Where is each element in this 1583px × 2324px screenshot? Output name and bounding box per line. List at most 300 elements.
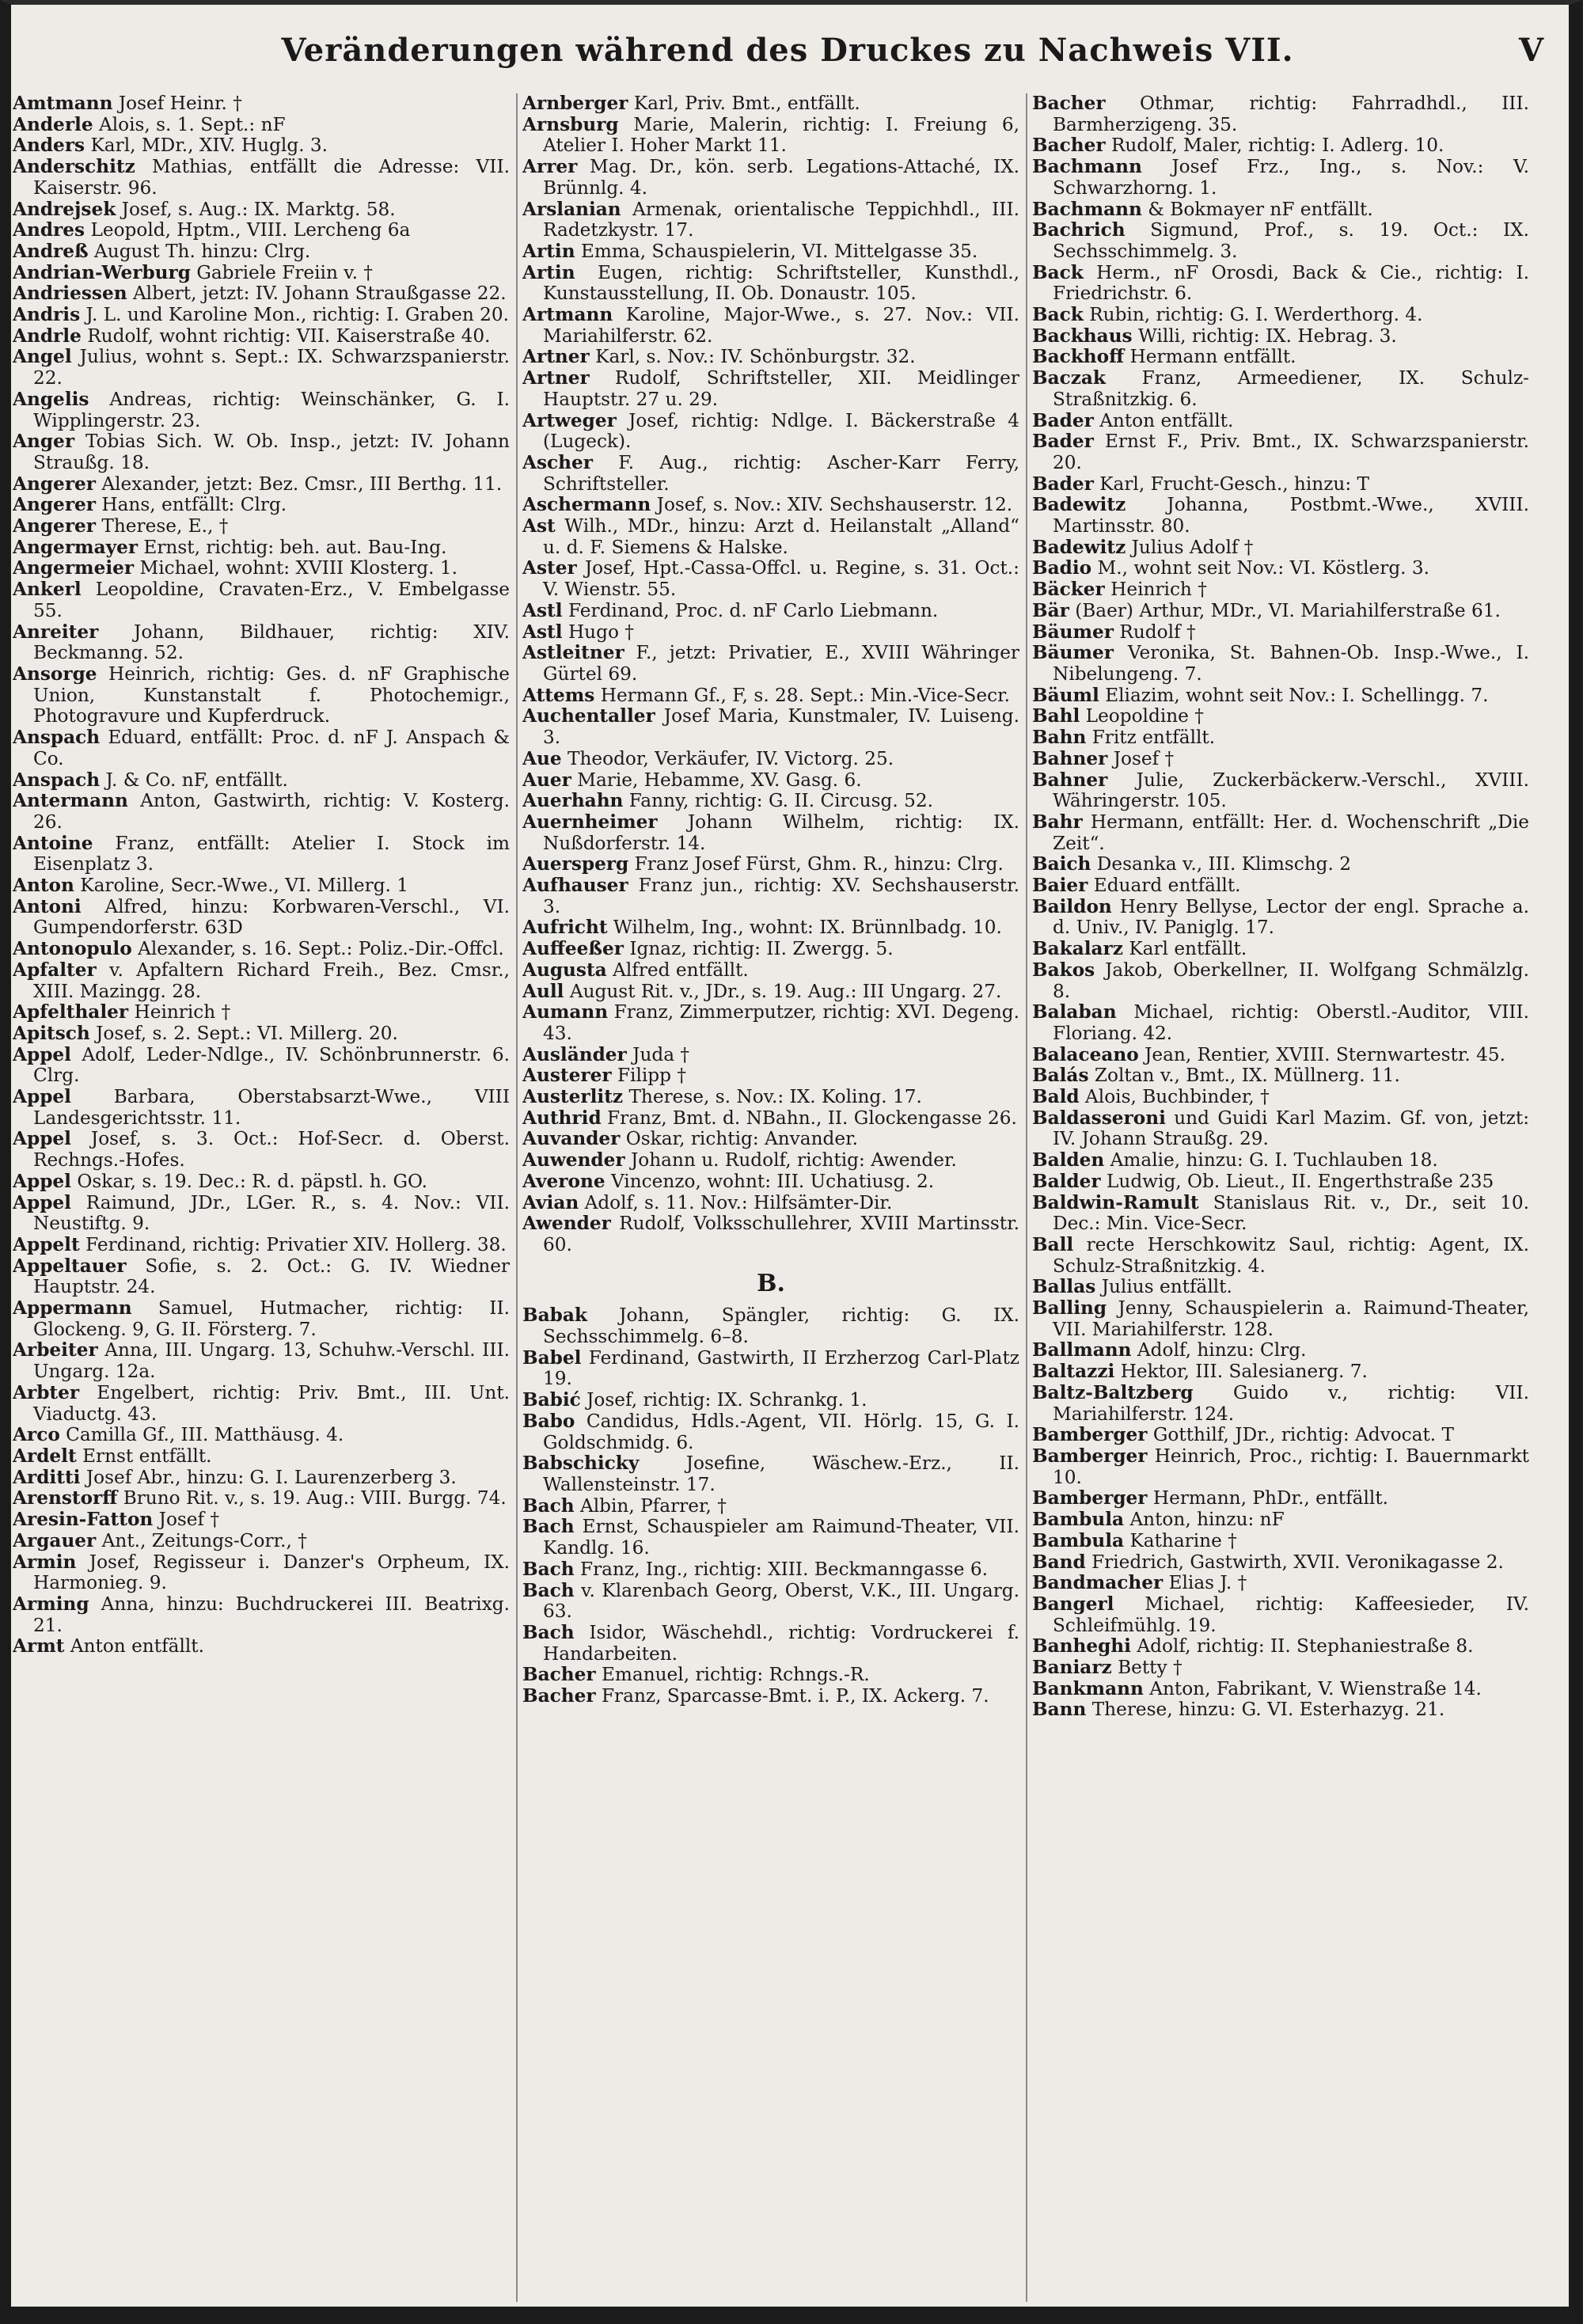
entry-text: Juda † bbox=[632, 1043, 690, 1065]
entry-name: Babel bbox=[522, 1346, 582, 1369]
directory-entry bbox=[1032, 1298, 1529, 1340]
entry-text: Veronika, St. Bahnen-Ob. Insp.-Wwe., I. Nibelungeng. 7. bbox=[1053, 642, 1529, 685]
directory-entry bbox=[522, 917, 1019, 939]
entry-text: Filipp † bbox=[617, 1065, 686, 1087]
entry-text: Therese, E., † bbox=[101, 515, 229, 537]
directory-entry bbox=[1032, 1699, 1529, 1721]
entry-text: Michael, wohnt: XVIII Klosterg. 1. bbox=[139, 557, 457, 579]
directory-entry bbox=[522, 1193, 1019, 1214]
entry-text: Josefine, Wäschew.-Erz., II. Wallensteinstr. 17. bbox=[543, 1452, 1019, 1495]
entry-text: F. Aug., richtig: Ascher-Karr Ferry, Schriftsteller. bbox=[543, 451, 1019, 495]
directory-entry bbox=[1032, 411, 1529, 432]
entry-text: Josef Heinr. † bbox=[118, 93, 242, 114]
entry-name: Bahner bbox=[1032, 747, 1108, 769]
entry-text: Oskar, s. 19. Dec.: R. d. päpstl. h. GO. bbox=[77, 1170, 428, 1192]
entry-text: Theodor, Verkäufer, IV. Victorg. 25. bbox=[567, 747, 894, 769]
directory-entry bbox=[1032, 749, 1529, 770]
entry-text: Franz, Sparcasse-Bmt. i. P., IX. Ackerg. 7. bbox=[601, 1685, 989, 1707]
directory-entry bbox=[1032, 157, 1529, 199]
entry-text: Friedrich, Gastwirth, XVII. Veronikagasse 2. bbox=[1091, 1551, 1504, 1573]
entry-text: Camilla Gf., III. Matthäusg. 4. bbox=[66, 1424, 344, 1446]
section-heading: B. bbox=[757, 1269, 785, 1297]
entry-text: Hermann entfällt. bbox=[1129, 346, 1296, 368]
entry-name: Astl bbox=[522, 599, 563, 621]
directory-entry bbox=[1032, 685, 1529, 707]
directory-entry bbox=[522, 791, 1019, 812]
directory-entry bbox=[1032, 1425, 1529, 1446]
directory-entry bbox=[522, 1453, 1019, 1495]
entry-text: v. Apfaltern Richard Freih., Bez. Cmsr., XIII. Mazingg. 28. bbox=[33, 959, 510, 1002]
directory-entry bbox=[1032, 1150, 1529, 1171]
entry-text: Hans, entfällt: Clrg. bbox=[101, 494, 287, 516]
entry-name: Bär bbox=[1032, 599, 1069, 621]
entry-name: Apfalter bbox=[13, 959, 97, 981]
entry-name: Baniarz bbox=[1032, 1657, 1112, 1679]
directory-entry bbox=[13, 1468, 510, 1489]
entry-name: Ascher bbox=[522, 451, 593, 473]
entry-name: Bahl bbox=[1032, 705, 1080, 727]
entry-name: Babo bbox=[522, 1410, 575, 1432]
directory-entry bbox=[1032, 326, 1529, 347]
directory-entry bbox=[1032, 93, 1529, 135]
entry-name: Bald bbox=[1032, 1086, 1080, 1108]
entry-text: Zoltan v., Bmt., IX. Müllnerg. 11. bbox=[1094, 1065, 1400, 1087]
entry-name: Aschermann bbox=[522, 494, 651, 516]
entry-name: Backhaus bbox=[1032, 325, 1133, 347]
entry-text: Eduard, entfällt: Proc. d. nF J. Anspach & Co. bbox=[33, 727, 510, 769]
entry-text: Ferdinand, richtig: Privatier XIV. Hollerg. 38. bbox=[85, 1233, 507, 1255]
directory-entry bbox=[1032, 1573, 1529, 1594]
directory-entry bbox=[522, 1390, 1019, 1411]
entry-name: Authrid bbox=[522, 1107, 602, 1129]
entry-name: Aull bbox=[522, 980, 564, 1002]
entry-text: Karl entfällt. bbox=[1129, 938, 1247, 960]
entry-name: Anger bbox=[13, 431, 75, 453]
directory-entry bbox=[522, 263, 1019, 305]
entry-text: und Guidi Karl Mazim. Gf. von, jetzt: IV. Johann Straußg. 29. bbox=[1053, 1107, 1529, 1150]
entry-text: Josef † bbox=[1113, 747, 1175, 769]
entry-name: Bachmann bbox=[1032, 156, 1142, 178]
entry-text: Guido v., richtig: VII. Mariahilferstr. 124. bbox=[1053, 1381, 1529, 1425]
entry-name: Antoni bbox=[13, 895, 82, 917]
directory-entry bbox=[1032, 643, 1529, 685]
entry-text: Amalie, hinzu: G. I. Tuchlauben 18. bbox=[1110, 1149, 1438, 1171]
entry-name: Antoine bbox=[13, 832, 93, 854]
entry-name: Armin bbox=[13, 1551, 77, 1573]
entry-name: Ausländer bbox=[522, 1043, 627, 1065]
entry-name: Ball bbox=[1032, 1233, 1074, 1255]
directory-entry bbox=[13, 199, 510, 221]
entry-text: Ernst F., Priv. Bmt., IX. Schwarzspanierstr. 20. bbox=[1053, 431, 1529, 473]
entry-text: (Baer) Arthur, MDr., VI. Mariahilferstraße 61. bbox=[1075, 599, 1501, 621]
directory-entry bbox=[522, 453, 1019, 495]
entry-name: Bach bbox=[522, 1494, 575, 1517]
entry-name: Appelt bbox=[13, 1233, 80, 1255]
entry-name: Back bbox=[1032, 261, 1084, 283]
directory-entry bbox=[1032, 1679, 1529, 1700]
directory-entry bbox=[13, 1023, 510, 1045]
entry-text: Ludwig, Ob. Lieut., II. Engerthstraße 235 bbox=[1107, 1170, 1494, 1192]
entry-name: Andrejsek bbox=[13, 198, 116, 220]
entry-name: Argauer bbox=[13, 1529, 97, 1551]
directory-entry bbox=[13, 939, 510, 960]
entry-name: Bahn bbox=[1032, 727, 1087, 749]
directory-entry bbox=[522, 982, 1019, 1003]
directory-entry bbox=[13, 495, 510, 516]
directory-entry bbox=[13, 1087, 510, 1129]
entry-text: Willi, richtig: IX. Hebrag. 3. bbox=[1137, 325, 1397, 347]
entry-name: Angerer bbox=[13, 494, 97, 516]
entry-name: Badio bbox=[1032, 557, 1092, 579]
entry-name: Ankerl bbox=[13, 579, 82, 601]
entry-text: J. L. und Karoline Mon., richtig: I. Graben 20. bbox=[85, 304, 510, 326]
directory-entry bbox=[1032, 368, 1529, 410]
entry-name: Anreiter bbox=[13, 621, 99, 643]
entry-name: Bäuml bbox=[1032, 684, 1099, 706]
entry-name: Angermayer bbox=[13, 536, 139, 558]
directory-entry bbox=[13, 664, 510, 727]
entry-name: Andrian-Werburg bbox=[13, 261, 191, 283]
column-3 bbox=[1032, 93, 1529, 2302]
entry-text: Barbara, Oberstabsarzt-Wwe., VIII Landesgerichtsstr. 11. bbox=[33, 1086, 510, 1129]
entry-name: Appermann bbox=[13, 1297, 132, 1320]
directory-entry bbox=[13, 115, 510, 136]
directory-entry bbox=[13, 220, 510, 241]
directory-entry bbox=[1032, 431, 1529, 473]
entry-text: August Rit. v., JDr., s. 19. Aug.: III Ungarg. 27. bbox=[569, 980, 1002, 1002]
entry-name: Bakalarz bbox=[1032, 938, 1123, 960]
entry-text: Anna, hinzu: Buchdruckerei III. Beatrixg. 21. bbox=[33, 1593, 510, 1636]
directory-entry bbox=[522, 1150, 1019, 1171]
entry-name: Aumann bbox=[522, 1001, 609, 1023]
entry-name: Apitsch bbox=[13, 1022, 90, 1044]
directory-entry bbox=[13, 1552, 510, 1594]
entry-text: Stanislaus Rit. v., Dr., seit 10. Dec.: Min. Vice-Secr. bbox=[1053, 1191, 1529, 1235]
entry-name: Anderschitz bbox=[13, 156, 135, 178]
directory-entry bbox=[1032, 601, 1529, 622]
entry-text: Karoline, Secr.-Wwe., VI. Millerg. 1 bbox=[80, 875, 409, 897]
entry-name: Back bbox=[1032, 304, 1084, 326]
directory-entry bbox=[1032, 1108, 1529, 1150]
entry-name: Arenstorff bbox=[13, 1487, 118, 1509]
entry-name: Auer bbox=[522, 769, 571, 791]
directory-entry bbox=[522, 749, 1019, 770]
entry-name: Auvander bbox=[522, 1128, 621, 1150]
directory-entry bbox=[1032, 579, 1529, 601]
entry-text: Eliazim, wohnt seit Nov.: I. Schellingg. 7. bbox=[1105, 684, 1489, 706]
entry-text: Alois, s. 1. Sept.: nF bbox=[98, 113, 286, 135]
entry-text: Hermann, entfällt: Her. d. Wochenschrift „Die Zeit“. bbox=[1053, 811, 1529, 854]
entry-text: Hektor, III. Salesianerg. 7. bbox=[1120, 1361, 1368, 1383]
directory-entry bbox=[522, 558, 1019, 600]
entry-name: Aue bbox=[522, 747, 562, 769]
entry-text: M., wohnt seit Nov.: VI. Köstlerg. 3. bbox=[1097, 557, 1430, 579]
directory-entry bbox=[1032, 263, 1529, 305]
directory-entry bbox=[522, 1559, 1019, 1581]
entry-name: Avian bbox=[522, 1191, 579, 1213]
directory-entry bbox=[522, 1581, 1019, 1623]
column-divider bbox=[516, 93, 518, 2302]
entry-text: Desanka v., III. Klimschg. 2 bbox=[1096, 853, 1351, 875]
entry-text: Leopoldine, Cravaten-Erz., V. Embelgasse 55. bbox=[33, 579, 510, 621]
directory-entry bbox=[1032, 305, 1529, 326]
entry-name: Backhoff bbox=[1032, 346, 1125, 368]
directory-entry bbox=[13, 1129, 510, 1171]
entry-text: Anton, Fabrikant, V. Wienstraße 14. bbox=[1149, 1677, 1482, 1699]
entry-name: Artin bbox=[522, 261, 575, 283]
directory-entry bbox=[13, 263, 510, 284]
entry-text: Johann, Spängler, richtig: G. IX. Sechsschimmelg. 6–8. bbox=[543, 1304, 1019, 1348]
entry-name: Bacher bbox=[522, 1685, 596, 1707]
entry-text: Sofie, s. 2. Oct.: G. IV. Wiedner Hauptstr. 24. bbox=[33, 1255, 510, 1298]
page-number: V bbox=[1518, 32, 1543, 69]
entry-text: Emanuel, richtig: Rchngs.-R. bbox=[601, 1664, 870, 1686]
entry-name: Bacher bbox=[1032, 93, 1106, 114]
entry-name: Artner bbox=[522, 346, 590, 368]
directory-entry bbox=[522, 770, 1019, 792]
directory-entry bbox=[522, 960, 1019, 982]
directory-entry bbox=[13, 389, 510, 431]
entry-text: August Th. hinzu: Clrg. bbox=[94, 240, 311, 262]
directory-entry bbox=[522, 93, 1019, 115]
entry-name: Anders bbox=[13, 135, 85, 157]
directory-entry bbox=[1032, 135, 1529, 157]
entry-text: Gabriele Freiin v. † bbox=[196, 261, 373, 283]
directory-entry bbox=[13, 1235, 510, 1256]
directory-entry bbox=[13, 1636, 510, 1658]
directory-entry bbox=[13, 1531, 510, 1552]
directory-entry bbox=[1032, 622, 1529, 644]
directory-entry bbox=[13, 770, 510, 792]
entry-text: Fritz entfällt. bbox=[1091, 727, 1216, 749]
entry-text: Josef, s. Nov.: XIV. Sechshauserstr. 12. bbox=[656, 494, 1013, 516]
directory-entry bbox=[13, 283, 510, 305]
entry-text: Herm., nF Orosdi, Back & Cie., richtig: I. Friedrichstr. 6. bbox=[1053, 261, 1529, 305]
entry-text: Karl, Frucht-Gesch., hinzu: T bbox=[1099, 473, 1370, 495]
entry-name: Awender bbox=[522, 1213, 611, 1235]
directory-entry bbox=[1032, 474, 1529, 496]
directory-entry bbox=[522, 305, 1019, 347]
entry-text: Eduard entfällt. bbox=[1093, 875, 1241, 897]
entry-text: Johanna, Postbmt.-Wwe., XVIII. Martinsstr. 80. bbox=[1053, 494, 1529, 537]
directory-entry bbox=[13, 1002, 510, 1023]
entry-name: Ast bbox=[522, 515, 556, 537]
directory-entry bbox=[13, 157, 510, 199]
entry-text: Franz Josef Fürst, Ghm. R., hinzu: Clrg. bbox=[634, 853, 1004, 875]
entry-name: Artmann bbox=[522, 304, 613, 326]
directory-entry bbox=[1032, 1383, 1529, 1425]
entry-text: Franz, Zimmerputzer, richtig: XVI. Degeng. 43. bbox=[543, 1001, 1019, 1044]
entry-text: Heinrich † bbox=[134, 1001, 231, 1023]
entry-name: Bachmann bbox=[1032, 198, 1142, 220]
directory-entry bbox=[1032, 1045, 1529, 1066]
entry-name: Aster bbox=[522, 557, 577, 579]
entry-name: Auernheimer bbox=[522, 811, 658, 833]
directory-entry bbox=[522, 1171, 1019, 1193]
entry-name: Angel bbox=[13, 346, 72, 368]
entry-name: Armt bbox=[13, 1635, 65, 1658]
entry-text: Karl, Priv. Bmt., entfällt. bbox=[633, 93, 860, 114]
entry-text: Alexander, jetzt: Bez. Cmsr., III Berthg. 11. bbox=[101, 473, 503, 495]
entry-text: Josef † bbox=[158, 1509, 220, 1531]
entry-name: Babak bbox=[522, 1304, 587, 1327]
directory-entry bbox=[1032, 1065, 1529, 1087]
entry-name: Astl bbox=[522, 621, 563, 643]
directory-entry bbox=[1032, 1361, 1529, 1383]
entry-name: Anton bbox=[13, 875, 74, 897]
entry-name: Bachrich bbox=[1032, 219, 1126, 241]
entry-text: Julius entfällt. bbox=[1101, 1276, 1232, 1298]
directory-entry bbox=[1032, 1087, 1529, 1108]
directory-entry bbox=[522, 1045, 1019, 1066]
entry-text: Josef, richtig: Ndlge. I. Bäckerstraße 4 (Lugeck). bbox=[543, 409, 1019, 453]
entry-text: Emma, Schauspielerin, VI. Mittelgasse 35. bbox=[580, 240, 978, 262]
entry-text: Michael, richtig: Oberstl.-Auditor, VIII. Floriang. 42. bbox=[1053, 1001, 1529, 1044]
entry-text: Franz jun., richtig: XV. Sechshauserstr. 3. bbox=[543, 875, 1019, 917]
entry-name: Baier bbox=[1032, 875, 1088, 897]
directory-entry bbox=[522, 1411, 1019, 1453]
directory-entry bbox=[13, 1509, 510, 1531]
directory-entry bbox=[522, 199, 1019, 241]
entry-text: Jakob, Oberkellner, II. Wolfgang Schmälzlg. 8. bbox=[1053, 959, 1529, 1002]
directory-entry bbox=[1032, 1488, 1529, 1509]
entry-text: Raimund, JDr., LGer. R., s. 4. Nov.: VII. Neustiftg. 9. bbox=[33, 1191, 510, 1235]
entry-name: Bahner bbox=[1032, 769, 1108, 791]
entry-name: Appel bbox=[13, 1170, 71, 1192]
entry-name: Andres bbox=[13, 219, 85, 241]
entry-name: Arrer bbox=[522, 156, 578, 178]
entry-name: Bach bbox=[522, 1579, 575, 1601]
directory-entry bbox=[1032, 1594, 1529, 1636]
directory-entry bbox=[1032, 1552, 1529, 1574]
directory-entry bbox=[522, 1087, 1019, 1108]
entry-name: Bäumer bbox=[1032, 621, 1114, 643]
page-header bbox=[16, 32, 1559, 79]
directory-entry bbox=[1032, 706, 1529, 727]
entry-name: Babić bbox=[522, 1389, 581, 1411]
directory-entry bbox=[1032, 1193, 1529, 1235]
entry-name: Augusta bbox=[522, 959, 607, 981]
entry-text: Anton, hinzu: nF bbox=[1129, 1509, 1285, 1531]
entry-text: recte Herschkowitz Saul, richtig: Agent, IX. Schulz-Straßnitzkig. 4. bbox=[1053, 1233, 1529, 1277]
directory-entry bbox=[522, 1348, 1019, 1390]
directory-entry bbox=[522, 115, 1019, 157]
entry-name: Arslanian bbox=[522, 198, 621, 220]
entry-text: Alois, Buchbinder, † bbox=[1085, 1086, 1270, 1108]
directory-entry bbox=[1032, 1277, 1529, 1298]
entry-text: Jean, Rentier, XVIII. Sternwartestr. 45. bbox=[1145, 1043, 1506, 1065]
entry-text: Adolf, Leder-Ndlge., IV. Schönbrunnerstr. 6. Clrg. bbox=[33, 1043, 510, 1087]
entry-name: Arming bbox=[13, 1593, 89, 1615]
entry-text: Johann Wilhelm, richtig: IX. Nußdorferstr. 14. bbox=[543, 811, 1019, 854]
entry-name: Bader bbox=[1032, 473, 1094, 495]
directory-entry bbox=[522, 1496, 1019, 1517]
entry-text: J. & Co. nF, entfällt. bbox=[105, 769, 288, 791]
directory-entry bbox=[522, 601, 1019, 622]
entry-text: Therese, hinzu: G. VI. Esterhazyg. 21. bbox=[1091, 1699, 1445, 1721]
directory-entry bbox=[1032, 220, 1529, 262]
entry-name: Arbeiter bbox=[13, 1339, 98, 1361]
entry-text: Josef, richtig: IX. Schrankg. 1. bbox=[587, 1389, 867, 1411]
entry-text: Alexander, s. 16. Sept.: Poliz.-Dir.-Offcl. bbox=[138, 938, 504, 960]
entry-name: Baczak bbox=[1032, 367, 1106, 389]
entry-name: Bambula bbox=[1032, 1529, 1125, 1551]
entry-text: Marie, Hebamme, XV. Gasg. 6. bbox=[577, 769, 862, 791]
directory-entry bbox=[1032, 1509, 1529, 1531]
entry-text: Rudolf, Schriftsteller, XII. Meidlinger Hauptstr. 27 u. 29. bbox=[543, 367, 1019, 410]
entry-text: Vincenzo, wohnt: III. Uchatiusg. 2. bbox=[610, 1170, 935, 1192]
entry-text: Adolf, richtig: II. Stephaniestraße 8. bbox=[1137, 1635, 1474, 1658]
entry-name: Antermann bbox=[13, 790, 128, 812]
entry-name: Appeltauer bbox=[13, 1255, 127, 1277]
entry-name: Averone bbox=[522, 1170, 605, 1192]
entry-text: Heinrich, richtig: Ges. d. nF Graphische Union, Kunstanstalt f. Photochemigr., Photogravure und Kupferdruck. bbox=[33, 663, 510, 727]
entry-name: Banheghi bbox=[1032, 1635, 1131, 1658]
entry-text: Karl, s. Nov.: IV. Schönburgstr. 32. bbox=[595, 346, 916, 368]
directory-entry bbox=[1032, 854, 1529, 875]
entry-text: Ernst entfällt. bbox=[82, 1445, 212, 1467]
entry-name: Arco bbox=[13, 1424, 60, 1446]
directory-entry bbox=[13, 791, 510, 833]
directory-entry bbox=[13, 1425, 510, 1446]
entry-text: Tobias Sich. W. Ob. Insp., jetzt: IV. Johann Straußg. 18. bbox=[33, 431, 510, 473]
directory-entry bbox=[13, 93, 510, 115]
entry-text: Josef, Hpt.-Cassa-Offcl. u. Regine, s. 31. Oct.: V. Wienstr. 55. bbox=[543, 557, 1019, 601]
directory-entry bbox=[522, 347, 1019, 368]
entry-name: Attems bbox=[522, 684, 595, 706]
entry-text: Ernst, richtig: beh. aut. Bau-Ing. bbox=[143, 536, 447, 558]
entry-text: Michael, richtig: Kaffeesieder, IV. Schleifmühlg. 19. bbox=[1053, 1593, 1529, 1636]
entry-text: Leopold, Hptm., VIII. Lercheng 6a bbox=[90, 219, 411, 241]
entry-text: Josef, s. 2. Sept.: VI. Millerg. 20. bbox=[96, 1022, 398, 1044]
entry-name: Bahr bbox=[1032, 811, 1083, 833]
entry-name: Bamberger bbox=[1032, 1487, 1148, 1509]
directory-entry bbox=[13, 897, 510, 939]
entry-name: Auchentaller bbox=[522, 705, 655, 727]
entry-name: Andrle bbox=[13, 325, 82, 347]
directory-entry bbox=[522, 1108, 1019, 1130]
entry-text: Katharine † bbox=[1129, 1529, 1237, 1551]
directory-entry bbox=[13, 875, 510, 897]
entry-text: Fanny, richtig: G. II. Circusg. 52. bbox=[628, 790, 933, 812]
directory-entry bbox=[13, 960, 510, 1002]
directory-entry bbox=[522, 875, 1019, 917]
directory-entry bbox=[522, 1686, 1019, 1707]
entry-text: Hermann, PhDr., entfällt. bbox=[1152, 1487, 1389, 1509]
entry-text: Franz, Bmt. d. NBahn., II. Glockengasse 26. bbox=[607, 1107, 1017, 1129]
directory-entry bbox=[13, 537, 510, 559]
entry-text: Samuel, Hutmacher, richtig: II. Glockeng. 9, G. II. Försterg. 7. bbox=[33, 1297, 510, 1340]
entry-text: Anton entfällt. bbox=[70, 1635, 204, 1658]
entry-name: Appel bbox=[13, 1043, 71, 1065]
entry-name: Balling bbox=[1032, 1297, 1107, 1320]
entry-name: Band bbox=[1032, 1551, 1086, 1573]
directory-entry bbox=[13, 474, 510, 496]
entry-text: Josef Abr., hinzu: G. I. Laurenzerberg 3. bbox=[85, 1466, 457, 1488]
entry-name: Auwender bbox=[522, 1149, 625, 1171]
directory-entry bbox=[522, 1623, 1019, 1665]
entry-name: Anspach bbox=[13, 769, 101, 791]
entry-text: Wilh., MDr., hinzu: Arzt d. Heilanstalt „Alland“ u. d. F. Siemens & Halske. bbox=[543, 515, 1019, 558]
entry-name: Bann bbox=[1032, 1699, 1087, 1721]
directory-entry bbox=[522, 495, 1019, 516]
entry-name: Artner bbox=[522, 367, 590, 389]
directory-entry bbox=[13, 305, 510, 326]
directory-entry bbox=[1032, 1446, 1529, 1488]
directory-entry bbox=[1032, 495, 1529, 537]
directory-entry bbox=[522, 706, 1019, 748]
entry-text: Rubin, richtig: G. I. Werderthorg. 4. bbox=[1089, 304, 1423, 326]
